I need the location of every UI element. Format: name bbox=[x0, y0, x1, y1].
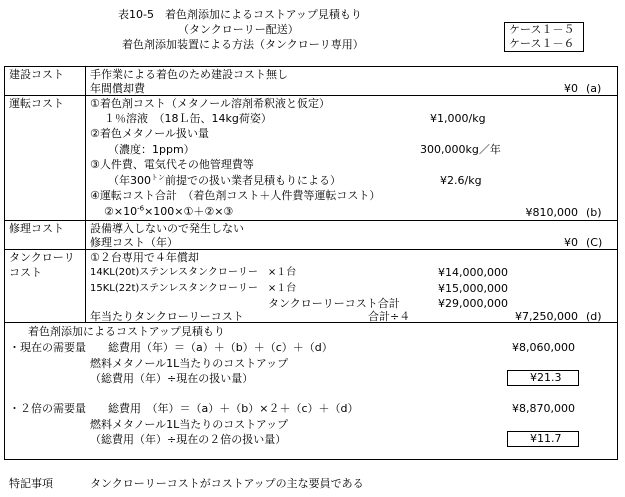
operation-value: ¥810,000 bbox=[525, 206, 578, 219]
tanklorry-line2: 14KL(20t)ステンレスタンクローリー ×１台 bbox=[90, 267, 297, 278]
estimate-double-total: ¥8,870,000 bbox=[512, 402, 575, 415]
repair-mark: (C) bbox=[586, 236, 603, 249]
tanklorry-label-2: コスト bbox=[9, 266, 42, 279]
operation-mark: (b) bbox=[586, 206, 602, 219]
estimate-double-result: ¥11.7 bbox=[530, 432, 562, 445]
tanklorry-total-label: タンクローリーコスト合計 bbox=[268, 297, 400, 310]
table-top-border bbox=[4, 66, 618, 67]
notes-text: タンクローリーコストがコストアップの主な要員である bbox=[90, 477, 364, 490]
tanklorry-value: ¥7,250,000 bbox=[515, 310, 578, 323]
tanklorry-annual-label: 年当たりタンクローリーコスト bbox=[90, 310, 244, 323]
operation-formula bbox=[104, 205, 233, 219]
operation-item4: ④運転コスト合計 （着色剤コスト＋人件費等運転コスト） bbox=[90, 189, 381, 202]
estimate-current-line3: （総費用（年）÷現在の扱い量） bbox=[90, 372, 254, 385]
repair-line2: 修理コスト（年） bbox=[90, 236, 178, 249]
operation-item3-price: ¥2.6/kg bbox=[440, 174, 482, 187]
operation-formula-sup: -6 bbox=[137, 204, 145, 213]
estimate-double-line3: （総費用（年）÷現在の２倍の扱い量） bbox=[90, 433, 287, 446]
table-bottom-border bbox=[4, 459, 618, 460]
method-title: 着色剤添加装置による方法（タンクローリ専用） bbox=[122, 38, 364, 51]
operation-item1-sub: １％溶液 （18Ｌ缶、14kg荷姿） bbox=[104, 112, 272, 125]
tanklorry-total-price: ¥29,000,000 bbox=[438, 297, 508, 310]
repair-value: ¥0 bbox=[564, 236, 578, 249]
operation-item2-sub: （濃度：1ppm） bbox=[108, 143, 195, 156]
tanklorry-line3-price: ¥15,000,000 bbox=[438, 282, 508, 295]
construction-line1: 手作業による着色のため建設コスト無し bbox=[90, 68, 288, 81]
construction-line2: 年間償却費 bbox=[90, 82, 145, 95]
construction-mark: (a) bbox=[586, 82, 602, 95]
estimate-current-line2: 燃料メタノール1L当たりのコストアップ bbox=[90, 357, 289, 370]
table-left-border bbox=[4, 66, 5, 459]
operation-item2: ②着色メタノール扱い量 bbox=[90, 127, 209, 140]
estimate-double-formula: 総費用 （年）＝（a）＋（b）×２＋（c）＋（d） bbox=[108, 402, 359, 415]
case-label-1: ケース１－５ bbox=[509, 23, 575, 36]
operation-item2-qty: 300,000kg／年 bbox=[420, 143, 501, 156]
repair-label: 修理コスト bbox=[9, 222, 64, 235]
operation-item3-sub bbox=[108, 174, 341, 188]
operation-item1: ①着色剤コスト（メタノール溶剤希釈液と仮定） bbox=[90, 97, 330, 110]
tanklorry-label-1: タンクローリ bbox=[9, 251, 75, 264]
operation-item3-sub-sup: トン bbox=[151, 173, 165, 182]
construction-label: 建設コスト bbox=[9, 68, 64, 81]
operation-item3: ③人件費、電気代その他管理費等 bbox=[90, 158, 254, 171]
operation-label: 運転コスト bbox=[9, 97, 64, 110]
tanklorry-mark: (d) bbox=[586, 310, 602, 323]
estimate-double-label: ・２倍の需要量 bbox=[9, 402, 86, 415]
estimate-heading: 着色剤添加によるコストアップ見積もり bbox=[28, 325, 225, 338]
estimate-current-result: ¥21.3 bbox=[530, 371, 562, 384]
operation-item1-price: ¥1,000/kg bbox=[430, 112, 486, 125]
estimate-current-total: ¥8,060,000 bbox=[512, 341, 575, 354]
operation-formula-b: ×100×①＋②×③ bbox=[144, 205, 234, 218]
label-column-divider bbox=[85, 66, 86, 323]
case-label-2: ケース１－６ bbox=[509, 37, 575, 50]
tanklorry-line3: 15KL(22t)ステンレスタンクローリー ×１台 bbox=[90, 283, 297, 294]
estimate-double-line2: 燃料メタノール1L当たりのコストアップ bbox=[90, 418, 289, 431]
table-subtitle: （タンクローリー配送） bbox=[178, 23, 299, 36]
operation-formula-a: ②×10 bbox=[104, 205, 138, 218]
table-title: 表10-5 着色剤添加によるコストアップ見積もり bbox=[118, 8, 362, 21]
table-right-border bbox=[617, 66, 618, 459]
tanklorry-annual-div: 合計÷４ bbox=[368, 310, 411, 323]
notes-label: 特記事項 bbox=[9, 477, 53, 490]
tanklorry-line2-price: ¥14,000,000 bbox=[438, 266, 508, 279]
repair-line1: 設備導入しないので発生しない bbox=[90, 222, 244, 235]
estimate-current-label: ・現在の需要量 bbox=[9, 341, 86, 354]
tanklorry-line1: ①２台専用で４年償却 bbox=[90, 251, 199, 264]
operation-item3-sub-b: 前提での扱い業者見積もりによる） bbox=[165, 174, 341, 187]
operation-item3-sub-a: （年300 bbox=[108, 174, 151, 187]
construction-value: ¥0 bbox=[564, 82, 578, 95]
estimate-current-formula: 総費用（年）＝（a）＋（b）＋（c）＋（d） bbox=[108, 341, 333, 354]
row-divider-operation bbox=[4, 220, 618, 221]
